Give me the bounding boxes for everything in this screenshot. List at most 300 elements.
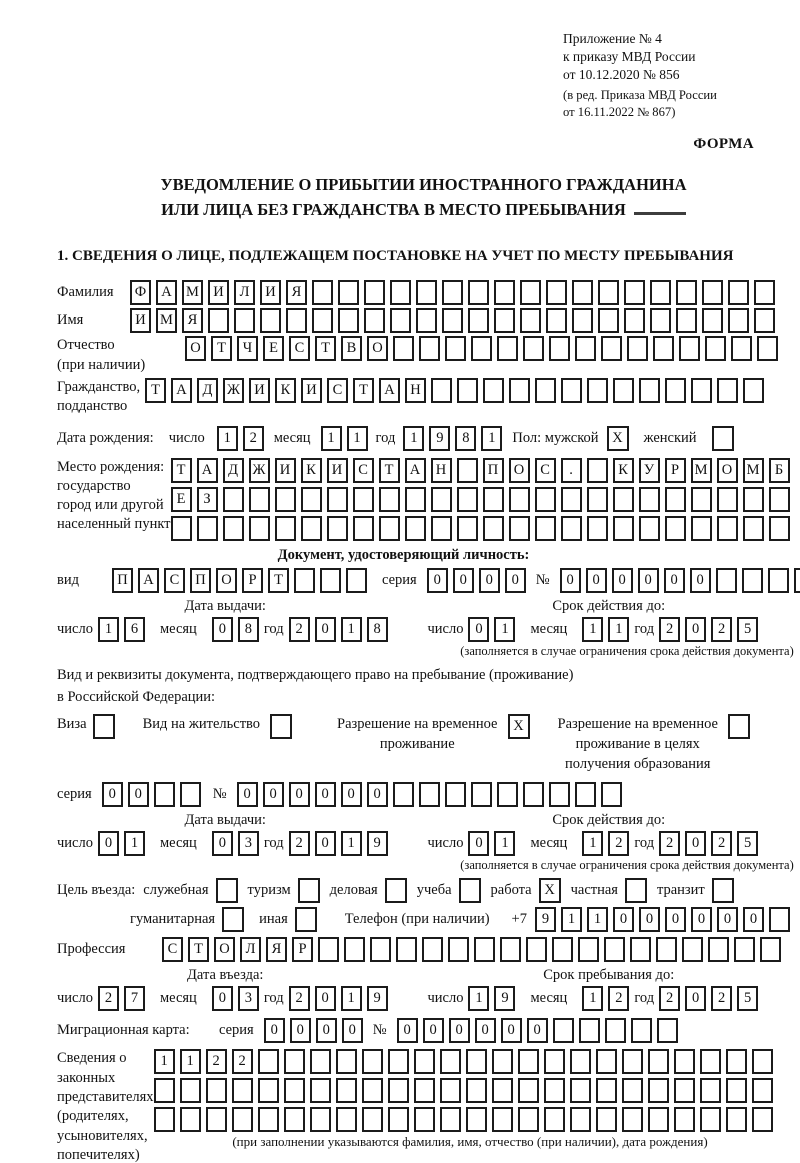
- char-box[interactable]: [523, 336, 544, 361]
- char-box[interactable]: 5: [737, 831, 758, 856]
- char-box[interactable]: [364, 308, 385, 333]
- char-box[interactable]: [682, 937, 703, 962]
- char-box[interactable]: [624, 308, 645, 333]
- char-box[interactable]: 0: [102, 782, 123, 807]
- char-box[interactable]: [587, 487, 608, 512]
- char-box[interactable]: [346, 568, 367, 593]
- char-box[interactable]: О: [185, 336, 206, 361]
- char-box[interactable]: [752, 1049, 773, 1074]
- char-box[interactable]: [500, 937, 521, 962]
- char-box[interactable]: [249, 516, 270, 541]
- char-box[interactable]: 0: [743, 907, 764, 932]
- char-box[interactable]: [457, 516, 478, 541]
- char-box[interactable]: 2: [289, 831, 310, 856]
- char-box[interactable]: [726, 1078, 747, 1103]
- char-box[interactable]: [605, 1018, 626, 1043]
- char-box[interactable]: 1: [582, 986, 603, 1011]
- purpose-private-checkbox[interactable]: [625, 878, 647, 903]
- purpose-humanitarian-checkbox[interactable]: [222, 907, 244, 932]
- char-box[interactable]: [483, 516, 504, 541]
- char-box[interactable]: 0: [613, 907, 634, 932]
- char-box[interactable]: С: [162, 937, 183, 962]
- char-box[interactable]: [656, 937, 677, 962]
- char-box[interactable]: [622, 1107, 643, 1132]
- char-box[interactable]: [362, 1049, 383, 1074]
- char-box[interactable]: [370, 937, 391, 962]
- char-box[interactable]: [494, 308, 515, 333]
- char-box[interactable]: 0: [690, 568, 711, 593]
- char-box[interactable]: [676, 308, 697, 333]
- char-box[interactable]: [691, 516, 712, 541]
- char-box[interactable]: [769, 907, 790, 932]
- char-box[interactable]: [258, 1107, 279, 1132]
- char-box[interactable]: П: [112, 568, 133, 593]
- char-box[interactable]: 2: [711, 617, 732, 642]
- char-box[interactable]: 0: [501, 1018, 522, 1043]
- char-box[interactable]: 1: [608, 617, 629, 642]
- char-box[interactable]: 2: [243, 426, 264, 451]
- char-box[interactable]: [388, 1078, 409, 1103]
- char-box[interactable]: [275, 516, 296, 541]
- char-box[interactable]: [691, 378, 712, 403]
- char-box[interactable]: [717, 378, 738, 403]
- char-box[interactable]: [471, 336, 492, 361]
- char-box[interactable]: И: [327, 458, 348, 483]
- char-box[interactable]: [223, 516, 244, 541]
- char-box[interactable]: 0: [664, 568, 685, 593]
- char-box[interactable]: Р: [242, 568, 263, 593]
- char-box[interactable]: С: [164, 568, 185, 593]
- char-box[interactable]: [705, 336, 726, 361]
- char-box[interactable]: 0: [475, 1018, 496, 1043]
- char-box[interactable]: [338, 280, 359, 305]
- char-box[interactable]: 0: [397, 1018, 418, 1043]
- char-box[interactable]: У: [639, 458, 660, 483]
- char-box[interactable]: [518, 1107, 539, 1132]
- char-box[interactable]: 0: [315, 782, 336, 807]
- char-box[interactable]: [624, 280, 645, 305]
- char-box[interactable]: 5: [737, 986, 758, 1011]
- char-box[interactable]: М: [156, 308, 177, 333]
- char-box[interactable]: 1: [481, 426, 502, 451]
- char-box[interactable]: [353, 487, 374, 512]
- char-box[interactable]: 2: [232, 1049, 253, 1074]
- char-box[interactable]: [344, 937, 365, 962]
- char-box[interactable]: 0: [342, 1018, 363, 1043]
- char-box[interactable]: Т: [145, 378, 166, 403]
- char-box[interactable]: П: [190, 568, 211, 593]
- char-box[interactable]: 1: [341, 986, 362, 1011]
- char-box[interactable]: М: [743, 458, 764, 483]
- char-box[interactable]: [648, 1078, 669, 1103]
- char-box[interactable]: 9: [367, 986, 388, 1011]
- char-box[interactable]: Л: [240, 937, 261, 962]
- char-box[interactable]: [702, 280, 723, 305]
- char-box[interactable]: [494, 280, 515, 305]
- char-box[interactable]: [393, 782, 414, 807]
- char-box[interactable]: [523, 782, 544, 807]
- char-box[interactable]: 1: [347, 426, 368, 451]
- char-box[interactable]: 2: [289, 617, 310, 642]
- char-box[interactable]: 1: [494, 617, 515, 642]
- char-box[interactable]: [544, 1107, 565, 1132]
- char-box[interactable]: [743, 378, 764, 403]
- char-box[interactable]: [596, 1107, 617, 1132]
- char-box[interactable]: О: [367, 336, 388, 361]
- char-box[interactable]: 0: [685, 617, 706, 642]
- char-box[interactable]: [717, 487, 738, 512]
- char-box[interactable]: 0: [423, 1018, 444, 1043]
- char-box[interactable]: [431, 516, 452, 541]
- char-box[interactable]: [284, 1078, 305, 1103]
- char-box[interactable]: [674, 1078, 695, 1103]
- char-box[interactable]: М: [182, 280, 203, 305]
- char-box[interactable]: 0: [453, 568, 474, 593]
- char-box[interactable]: 0: [527, 1018, 548, 1043]
- char-box[interactable]: [598, 308, 619, 333]
- char-box[interactable]: [206, 1078, 227, 1103]
- char-box[interactable]: Я: [286, 280, 307, 305]
- char-box[interactable]: 9: [367, 831, 388, 856]
- char-box[interactable]: 8: [367, 617, 388, 642]
- char-box[interactable]: [570, 1078, 591, 1103]
- char-box[interactable]: [570, 1107, 591, 1132]
- char-box[interactable]: [336, 1049, 357, 1074]
- char-box[interactable]: 2: [659, 617, 680, 642]
- char-box[interactable]: [327, 487, 348, 512]
- char-box[interactable]: [604, 937, 625, 962]
- char-box[interactable]: [416, 308, 437, 333]
- char-box[interactable]: [466, 1107, 487, 1132]
- char-box[interactable]: [561, 487, 582, 512]
- char-box[interactable]: [492, 1078, 513, 1103]
- char-box[interactable]: [702, 308, 723, 333]
- char-box[interactable]: [483, 487, 504, 512]
- char-box[interactable]: [575, 782, 596, 807]
- char-box[interactable]: [549, 782, 570, 807]
- char-box[interactable]: [743, 516, 764, 541]
- char-box[interactable]: 1: [154, 1049, 175, 1074]
- char-box[interactable]: 0: [212, 831, 233, 856]
- char-box[interactable]: [312, 308, 333, 333]
- char-box[interactable]: 0: [237, 782, 258, 807]
- char-box[interactable]: 1: [217, 426, 238, 451]
- char-box[interactable]: [743, 487, 764, 512]
- char-box[interactable]: Т: [353, 378, 374, 403]
- char-box[interactable]: [414, 1078, 435, 1103]
- char-box[interactable]: 6: [124, 617, 145, 642]
- char-box[interactable]: К: [301, 458, 322, 483]
- char-box[interactable]: 1: [587, 907, 608, 932]
- char-box[interactable]: [650, 308, 671, 333]
- char-box[interactable]: [312, 280, 333, 305]
- visa-checkbox[interactable]: [93, 714, 115, 739]
- char-box[interactable]: Т: [379, 458, 400, 483]
- char-box[interactable]: [613, 487, 634, 512]
- char-box[interactable]: [653, 336, 674, 361]
- char-box[interactable]: О: [509, 458, 530, 483]
- char-box[interactable]: 0: [98, 831, 119, 856]
- char-box[interactable]: Т: [211, 336, 232, 361]
- char-box[interactable]: [353, 516, 374, 541]
- char-box[interactable]: [757, 336, 778, 361]
- char-box[interactable]: [553, 1018, 574, 1043]
- char-box[interactable]: 0: [316, 1018, 337, 1043]
- char-box[interactable]: [708, 937, 729, 962]
- char-box[interactable]: [518, 1049, 539, 1074]
- char-box[interactable]: А: [156, 280, 177, 305]
- char-box[interactable]: 3: [238, 831, 259, 856]
- char-box[interactable]: [405, 516, 426, 541]
- char-box[interactable]: 1: [403, 426, 424, 451]
- char-box[interactable]: [691, 487, 712, 512]
- temp-residence-education-checkbox[interactable]: [728, 714, 750, 739]
- char-box[interactable]: 1: [468, 986, 489, 1011]
- char-box[interactable]: [492, 1049, 513, 1074]
- char-box[interactable]: [587, 378, 608, 403]
- char-box[interactable]: [613, 378, 634, 403]
- char-box[interactable]: 0: [427, 568, 448, 593]
- char-box[interactable]: 1: [582, 617, 603, 642]
- char-box[interactable]: [674, 1107, 695, 1132]
- char-box[interactable]: Е: [263, 336, 284, 361]
- char-box[interactable]: [622, 1049, 643, 1074]
- char-box[interactable]: 0: [468, 831, 489, 856]
- char-box[interactable]: [442, 280, 463, 305]
- char-box[interactable]: [206, 1107, 227, 1132]
- char-box[interactable]: [284, 1049, 305, 1074]
- char-box[interactable]: Ж: [223, 378, 244, 403]
- char-box[interactable]: [466, 1078, 487, 1103]
- char-box[interactable]: [419, 782, 440, 807]
- char-box[interactable]: 0: [315, 986, 336, 1011]
- char-box[interactable]: [180, 1107, 201, 1132]
- char-box[interactable]: [294, 568, 315, 593]
- char-box[interactable]: [310, 1049, 331, 1074]
- char-box[interactable]: [526, 937, 547, 962]
- char-box[interactable]: 1: [561, 907, 582, 932]
- char-box[interactable]: [509, 516, 530, 541]
- char-box[interactable]: А: [138, 568, 159, 593]
- char-box[interactable]: [535, 378, 556, 403]
- char-box[interactable]: С: [327, 378, 348, 403]
- char-box[interactable]: [260, 308, 281, 333]
- char-box[interactable]: А: [405, 458, 426, 483]
- char-box[interactable]: 1: [180, 1049, 201, 1074]
- char-box[interactable]: О: [214, 937, 235, 962]
- char-box[interactable]: 0: [367, 782, 388, 807]
- char-box[interactable]: [258, 1078, 279, 1103]
- char-box[interactable]: [393, 336, 414, 361]
- char-box[interactable]: [154, 1107, 175, 1132]
- char-box[interactable]: [258, 1049, 279, 1074]
- char-box[interactable]: [572, 308, 593, 333]
- char-box[interactable]: [234, 308, 255, 333]
- char-box[interactable]: [630, 937, 651, 962]
- char-box[interactable]: 0: [691, 907, 712, 932]
- char-box[interactable]: Б: [769, 458, 790, 483]
- char-box[interactable]: [223, 487, 244, 512]
- char-box[interactable]: 0: [212, 617, 233, 642]
- char-box[interactable]: С: [353, 458, 374, 483]
- sex-male-checkbox[interactable]: X: [607, 426, 629, 451]
- char-box[interactable]: [336, 1078, 357, 1103]
- char-box[interactable]: [535, 487, 556, 512]
- char-box[interactable]: [665, 378, 686, 403]
- purpose-work-checkbox[interactable]: X: [539, 878, 561, 903]
- char-box[interactable]: 3: [238, 986, 259, 1011]
- char-box[interactable]: [466, 1049, 487, 1074]
- char-box[interactable]: [572, 280, 593, 305]
- char-box[interactable]: [468, 308, 489, 333]
- char-box[interactable]: Т: [188, 937, 209, 962]
- char-box[interactable]: М: [691, 458, 712, 483]
- char-box[interactable]: Л: [234, 280, 255, 305]
- char-box[interactable]: [650, 280, 671, 305]
- char-box[interactable]: [457, 378, 478, 403]
- char-box[interactable]: 0: [505, 568, 526, 593]
- char-box[interactable]: [468, 280, 489, 305]
- char-box[interactable]: [587, 458, 608, 483]
- char-box[interactable]: [364, 280, 385, 305]
- char-box[interactable]: [405, 487, 426, 512]
- char-box[interactable]: [457, 487, 478, 512]
- char-box[interactable]: [275, 487, 296, 512]
- char-box[interactable]: Н: [431, 458, 452, 483]
- char-box[interactable]: [471, 782, 492, 807]
- char-box[interactable]: 1: [341, 831, 362, 856]
- char-box[interactable]: [336, 1107, 357, 1132]
- char-box[interactable]: [520, 308, 541, 333]
- char-box[interactable]: [627, 336, 648, 361]
- char-box[interactable]: [232, 1078, 253, 1103]
- char-box[interactable]: 2: [711, 831, 732, 856]
- char-box[interactable]: К: [613, 458, 634, 483]
- char-box[interactable]: 9: [494, 986, 515, 1011]
- purpose-business-checkbox[interactable]: [385, 878, 407, 903]
- char-box[interactable]: [561, 516, 582, 541]
- char-box[interactable]: [396, 937, 417, 962]
- char-box[interactable]: 0: [717, 907, 738, 932]
- char-box[interactable]: 0: [479, 568, 500, 593]
- char-box[interactable]: Ф: [130, 280, 151, 305]
- char-box[interactable]: [754, 280, 775, 305]
- char-box[interactable]: 1: [98, 617, 119, 642]
- char-box[interactable]: [431, 487, 452, 512]
- char-box[interactable]: [422, 937, 443, 962]
- char-box[interactable]: [728, 308, 749, 333]
- char-box[interactable]: [379, 487, 400, 512]
- char-box[interactable]: [414, 1049, 435, 1074]
- char-box[interactable]: 0: [560, 568, 581, 593]
- char-box[interactable]: [440, 1049, 461, 1074]
- char-box[interactable]: И: [249, 378, 270, 403]
- char-box[interactable]: 0: [586, 568, 607, 593]
- char-box[interactable]: .: [561, 458, 582, 483]
- temp-residence-checkbox[interactable]: X: [508, 714, 530, 739]
- char-box[interactable]: [752, 1107, 773, 1132]
- char-box[interactable]: [442, 308, 463, 333]
- char-box[interactable]: [578, 937, 599, 962]
- char-box[interactable]: [310, 1078, 331, 1103]
- char-box[interactable]: 1: [582, 831, 603, 856]
- char-box[interactable]: 1: [124, 831, 145, 856]
- char-box[interactable]: [716, 568, 737, 593]
- char-box[interactable]: [731, 336, 752, 361]
- purpose-other-checkbox[interactable]: [295, 907, 317, 932]
- char-box[interactable]: Ч: [237, 336, 258, 361]
- char-box[interactable]: [676, 280, 697, 305]
- char-box[interactable]: [674, 1049, 695, 1074]
- char-box[interactable]: 0: [315, 617, 336, 642]
- char-box[interactable]: [390, 308, 411, 333]
- sex-female-checkbox[interactable]: [712, 426, 734, 451]
- char-box[interactable]: И: [260, 280, 281, 305]
- char-box[interactable]: [338, 308, 359, 333]
- char-box[interactable]: 9: [429, 426, 450, 451]
- char-box[interactable]: [700, 1078, 721, 1103]
- char-box[interactable]: [657, 1018, 678, 1043]
- char-box[interactable]: [717, 516, 738, 541]
- char-box[interactable]: С: [535, 458, 556, 483]
- char-box[interactable]: [249, 487, 270, 512]
- char-box[interactable]: [301, 487, 322, 512]
- char-box[interactable]: 2: [289, 986, 310, 1011]
- char-box[interactable]: [208, 308, 229, 333]
- char-box[interactable]: [728, 280, 749, 305]
- char-box[interactable]: [362, 1078, 383, 1103]
- char-box[interactable]: [752, 1078, 773, 1103]
- char-box[interactable]: 0: [289, 782, 310, 807]
- char-box[interactable]: [631, 1018, 652, 1043]
- char-box[interactable]: [552, 937, 573, 962]
- char-box[interactable]: 0: [263, 782, 284, 807]
- char-box[interactable]: [754, 308, 775, 333]
- char-box[interactable]: [327, 516, 348, 541]
- char-box[interactable]: [445, 336, 466, 361]
- char-box[interactable]: И: [301, 378, 322, 403]
- char-box[interactable]: [549, 336, 570, 361]
- char-box[interactable]: [180, 1078, 201, 1103]
- char-box[interactable]: [639, 378, 660, 403]
- char-box[interactable]: [760, 937, 781, 962]
- char-box[interactable]: [639, 516, 660, 541]
- char-box[interactable]: 2: [659, 986, 680, 1011]
- char-box[interactable]: [769, 487, 790, 512]
- char-box[interactable]: [546, 280, 567, 305]
- char-box[interactable]: 0: [315, 831, 336, 856]
- char-box[interactable]: 0: [639, 907, 660, 932]
- char-box[interactable]: [379, 516, 400, 541]
- char-box[interactable]: [570, 1049, 591, 1074]
- char-box[interactable]: 7: [124, 986, 145, 1011]
- char-box[interactable]: [154, 1078, 175, 1103]
- char-box[interactable]: И: [208, 280, 229, 305]
- char-box[interactable]: [180, 782, 201, 807]
- char-box[interactable]: [431, 378, 452, 403]
- char-box[interactable]: [544, 1078, 565, 1103]
- char-box[interactable]: [445, 782, 466, 807]
- char-box[interactable]: 9: [535, 907, 556, 932]
- char-box[interactable]: Н: [405, 378, 426, 403]
- char-box[interactable]: [648, 1107, 669, 1132]
- char-box[interactable]: Р: [665, 458, 686, 483]
- char-box[interactable]: [171, 516, 192, 541]
- char-box[interactable]: [497, 336, 518, 361]
- char-box[interactable]: [700, 1107, 721, 1132]
- char-box[interactable]: 0: [665, 907, 686, 932]
- char-box[interactable]: К: [275, 378, 296, 403]
